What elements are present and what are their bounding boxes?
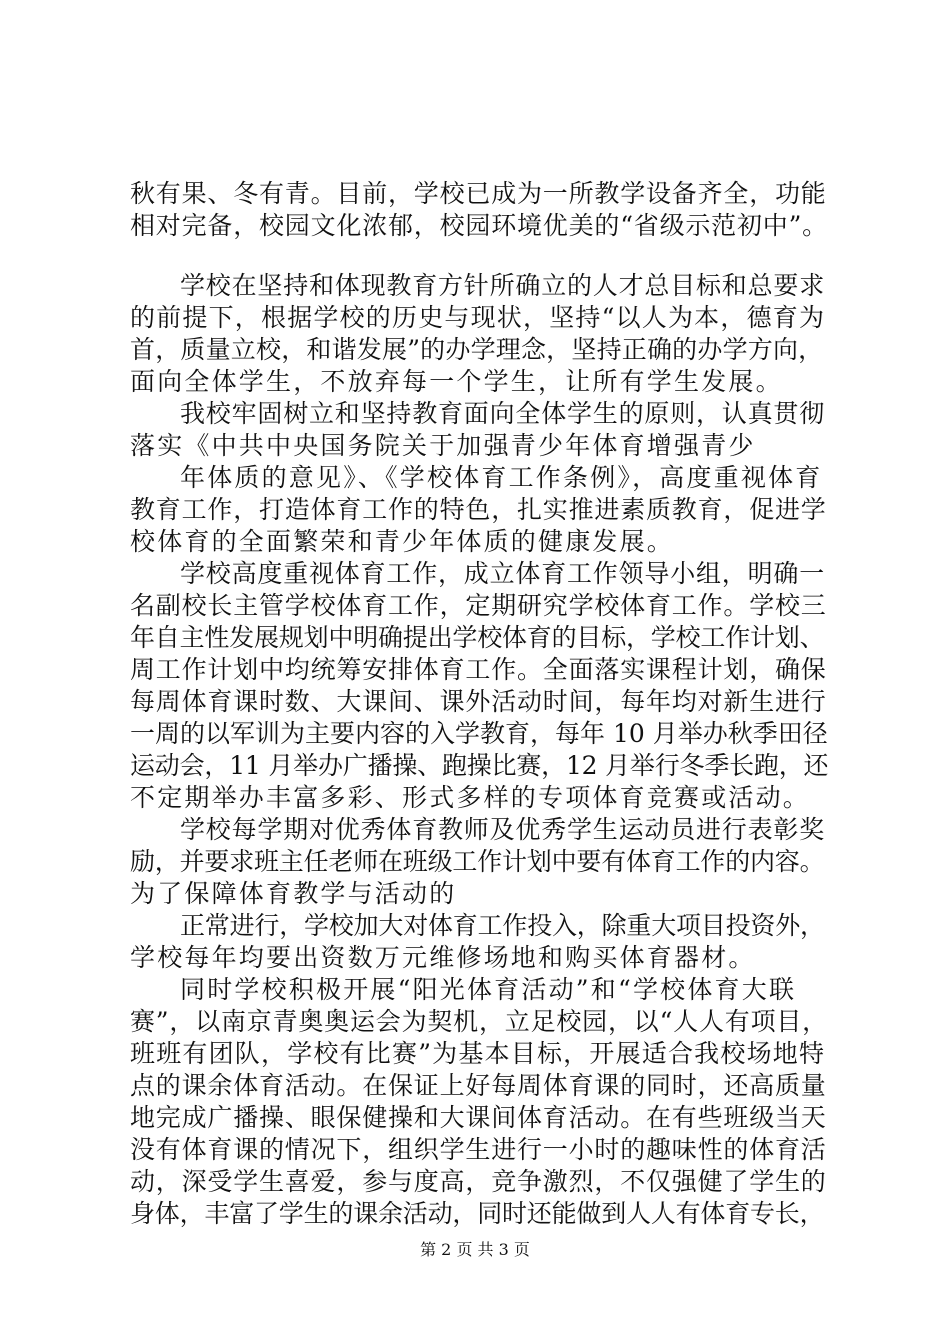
text-line: 首，质量立校，和谐发展”的办学理念，坚持正确的办学方向， xyxy=(130,335,824,364)
text-line: 为了保障体育教学与活动的 xyxy=(130,879,457,908)
text-line: 学校高度重视体育工作，成立体育工作领导小组，明确一 xyxy=(180,559,826,588)
text-line: 我校牢固树立和坚持教育面向全体学生的原则，认真贯彻 xyxy=(180,399,826,428)
text-line: 年自主性发展规划中明确提出学校体育的目标，学校工作计划、 xyxy=(130,623,825,652)
text-line: 周工作计划中均统筹安排体育工作。全面落实课程计划，确保 xyxy=(130,655,827,684)
text-line: 正常进行，学校加大对体育工作投入，除重大项目投资外， xyxy=(180,911,825,940)
page-footer: 第 2 页 共 3 页 xyxy=(420,1240,530,1259)
text-line: 面向全体学生，不放弃每一个学生，让所有学生发展。 xyxy=(130,367,783,396)
text-line: 校体育的全面繁荣和青少年体质的健康发展。 xyxy=(130,527,675,556)
text-line: 励，并要求班主任老师在班级工作计划中要有体育工作的内容。 xyxy=(130,847,825,876)
text-line: 年体质的意见》、《学校体育工作条例》，高度重视体育 xyxy=(180,463,823,492)
text-line: 赛”，以南京青奥奥运会为契机，立足校园，以“人人有项目， xyxy=(130,1007,828,1036)
text-line: 不定期举办丰富多彩、形式多样的专项体育竞赛或活动。 xyxy=(130,783,811,812)
text-line: 每周体育课时数、大课间、课外活动时间，每年均对新生进行 xyxy=(130,687,827,716)
text-line: 没有体育课的情况下，组织学生进行一小时的趣味性的体育活 xyxy=(130,1135,827,1164)
text-line: 教育工作，打造体育工作的特色，扎实推进素质教育，促进学 xyxy=(130,495,827,524)
text-line: 相对完备，校园文化浓郁，校园环境优美的“省级示范初中”。 xyxy=(130,211,828,240)
text-line: 名副校长主管学校体育工作，定期研究学校体育工作。学校三 xyxy=(130,591,827,620)
text-line: 落实《中共中央国务院关于加强青少年体育增强青少 xyxy=(130,431,756,460)
text-line: 秋有果、冬有青。目前，学校已成为一所教学设备齐全，功能 xyxy=(130,179,827,208)
text-line: 运动会，11 月举办广播操、跑操比赛，12 月举行冬季长跑，还 xyxy=(130,751,829,780)
text-line: 身体，丰富了学生的课余活动，同时还能做到人人有体育专长， xyxy=(130,1199,825,1228)
text-line: 点的课余体育活动。在保证上好每周体育课的同时，还高质量 xyxy=(130,1071,827,1100)
text-line: 同时学校积极开展“阳光体育活动”和“学校体育大联 xyxy=(180,975,797,1004)
text-line: 地完成广播操、眼保健操和大课间体育活动。在有些班级当天 xyxy=(130,1103,827,1132)
text-line: 学校在坚持和体现教育方针所确立的人才总目标和总要求 xyxy=(180,271,826,300)
text-line: 学校每年均要出资数万元维修场地和购买体育器材。 xyxy=(130,943,756,972)
text-line: 班班有团队，学校有比赛”为基本目标，开展适合我校场地特 xyxy=(130,1039,826,1068)
text-line: 一周的以军训为主要内容的入学教育，每年 10 月举办秋季田径 xyxy=(130,719,828,748)
text-line: 动，深受学生喜爱，参与度高，竞争激烈，不仅强健了学生的 xyxy=(130,1167,827,1196)
text-line: 学校每学期对优秀体育教师及优秀学生运动员进行表彰奖 xyxy=(180,815,826,844)
text-line: 的前提下，根据学校的历史与现状，坚持“以人为本，德育为 xyxy=(130,303,826,332)
